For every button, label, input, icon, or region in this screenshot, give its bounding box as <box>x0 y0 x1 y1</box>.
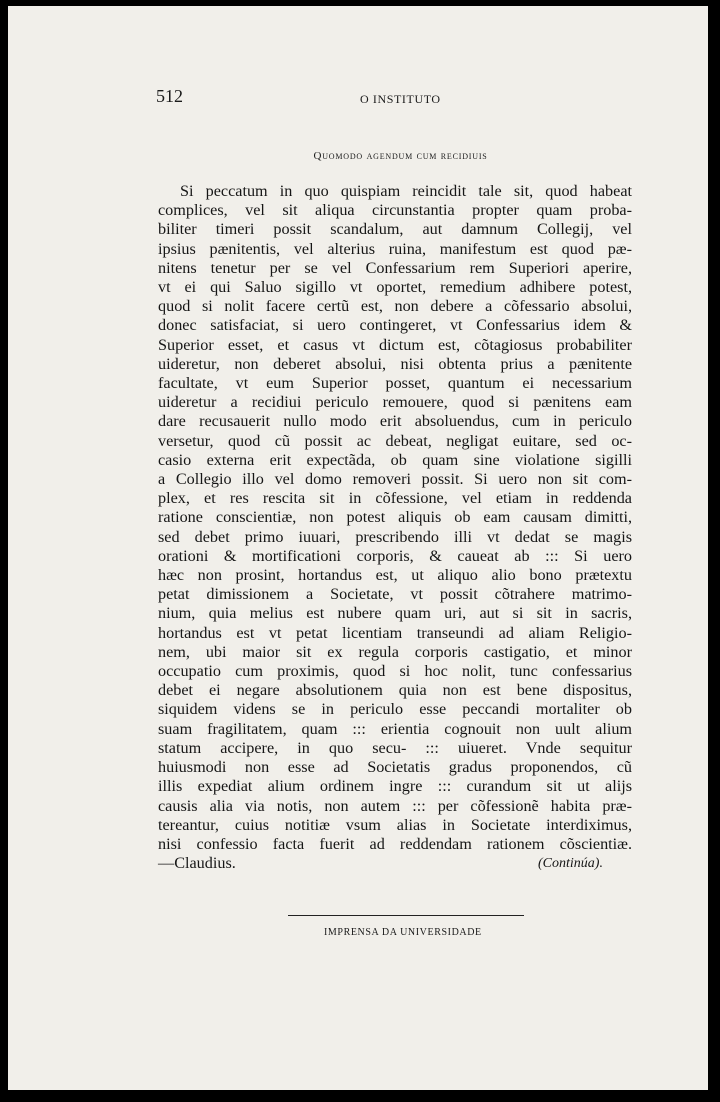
body-line: occupatio cum proximis, quod si hoc nolit, tunc confessarius <box>158 662 632 681</box>
document-page <box>8 6 708 1090</box>
body-line: ratione conscientiæ, non potest aliquis ob eam causam dimitti, <box>158 508 632 527</box>
body-line: ipsius pænitentis, vel alterius ruina, manifestum est quod pæ- <box>158 239 632 258</box>
body-line: sed debet primo iuuari, prescribendo illi vt dedat se magis <box>158 527 632 546</box>
body-line: vt ei qui Saluo sigillo vt oportet, remedium adhibere potest, <box>158 278 632 297</box>
body-line: complices, vel sit aliqua circunstantia propter quam proba- <box>158 201 632 220</box>
imprint-line: IMPRENSA DA UNIVERSIDADE <box>324 927 482 938</box>
body-line: Si peccatum in quo quispiam reincidit tale sit, quod habeat <box>180 182 632 200</box>
body-line: siquidem videns se in periculo esse peccandi mortaliter ob <box>158 700 632 719</box>
section-title <box>8 150 708 162</box>
body-paragraph <box>158 182 632 873</box>
body-line: Superior esset, et casus vt dictum est, cõtagiosus probabiliter <box>158 335 632 354</box>
body-line: petat dimissionem a Societate, vt possit cõtrahere matrimo- <box>158 585 632 604</box>
body-line: nem, ubi maior sit ex regula corporis castigatio, et minor <box>158 642 632 661</box>
page-number: 512 <box>156 86 183 106</box>
body-line: uideretur, non deberet absolui, nisi obtenta prius a pænitente <box>158 354 632 373</box>
body-line: quod si nolit facere certũ est, non debere a cõfessario absolui, <box>158 297 632 316</box>
body-line: nium, quia melius est nubere quam uri, aut si sit in sacris, <box>158 604 632 623</box>
body-line: hæc non prosint, hortandus est, ut aliquo alio bono prætextu <box>158 566 632 585</box>
body-line: nisi confessio facta fuerit ad reddendam rationem cõscientiæ. <box>158 834 632 853</box>
body-line: biliter timeri possit scandalum, aut damnum Collegij, vel <box>158 220 632 239</box>
footer-rule <box>288 915 524 916</box>
body-line: donec satisfaciat, si uero contingeret, vt Confessarius idem & <box>158 316 632 335</box>
body-line: suam fragilitatem, quam ::: erientia cognouit non uult alium <box>158 719 632 738</box>
body-line: —Claudius. <box>158 854 236 873</box>
body-line: versetur, quod cũ possit ac debeat, negligat euitare, sed oc- <box>158 431 632 450</box>
continuation-note: (Continúa). <box>538 856 603 871</box>
body-line: illis expediat alium ordinem ingre ::: curandum sit ut alijs <box>158 777 632 796</box>
section-title-text: Quomodo agendum cum recidiuis <box>313 150 488 162</box>
body-line: debet ei negare absolutionem quia non est bene dispositus, <box>158 681 632 700</box>
body-line: facultate, vt eum Superior posset, quantum ei necessarium <box>158 374 632 393</box>
body-line: uideretur a recidiui periculo remouere, quod si pænitens eam <box>158 393 632 412</box>
body-line: tereantur, cuius notitiæ vsum alias in Societate interdiximus, <box>158 815 632 834</box>
body-line: causis alia via notis, non autem ::: per cõfessionẽ habita præ- <box>158 796 632 815</box>
body-line: casio externa erit expectãda, ob quam sine violatione sigilli <box>158 450 632 469</box>
body-line: hortandus est vt petat licentiam transeundi ad aliam Religio- <box>158 623 632 642</box>
body-line: plex, et res rescita sit in cõfessione, vel etiam in reddenda <box>158 489 632 508</box>
body-line: a Collegio illo vel domo removeri possit. Si uero non sit com- <box>158 470 632 489</box>
body-line: orationi & mortificationi corporis, & caueat ab ::: Si uero <box>158 546 632 565</box>
body-line: nitens tenetur per se vel Confessarium rem Superiori aperire, <box>158 258 632 277</box>
running-title: O INSTITUTO <box>360 92 441 106</box>
body-line: statum accipere, in quo secu- ::: uiueret. Vnde sequitur <box>158 738 632 757</box>
body-line: huiusmodi non esse ad Societatis gradus proponendos, cũ <box>158 758 632 777</box>
body-line: dare recusauerit nullo modo erit absoluendus, cum in periculo <box>158 412 632 431</box>
